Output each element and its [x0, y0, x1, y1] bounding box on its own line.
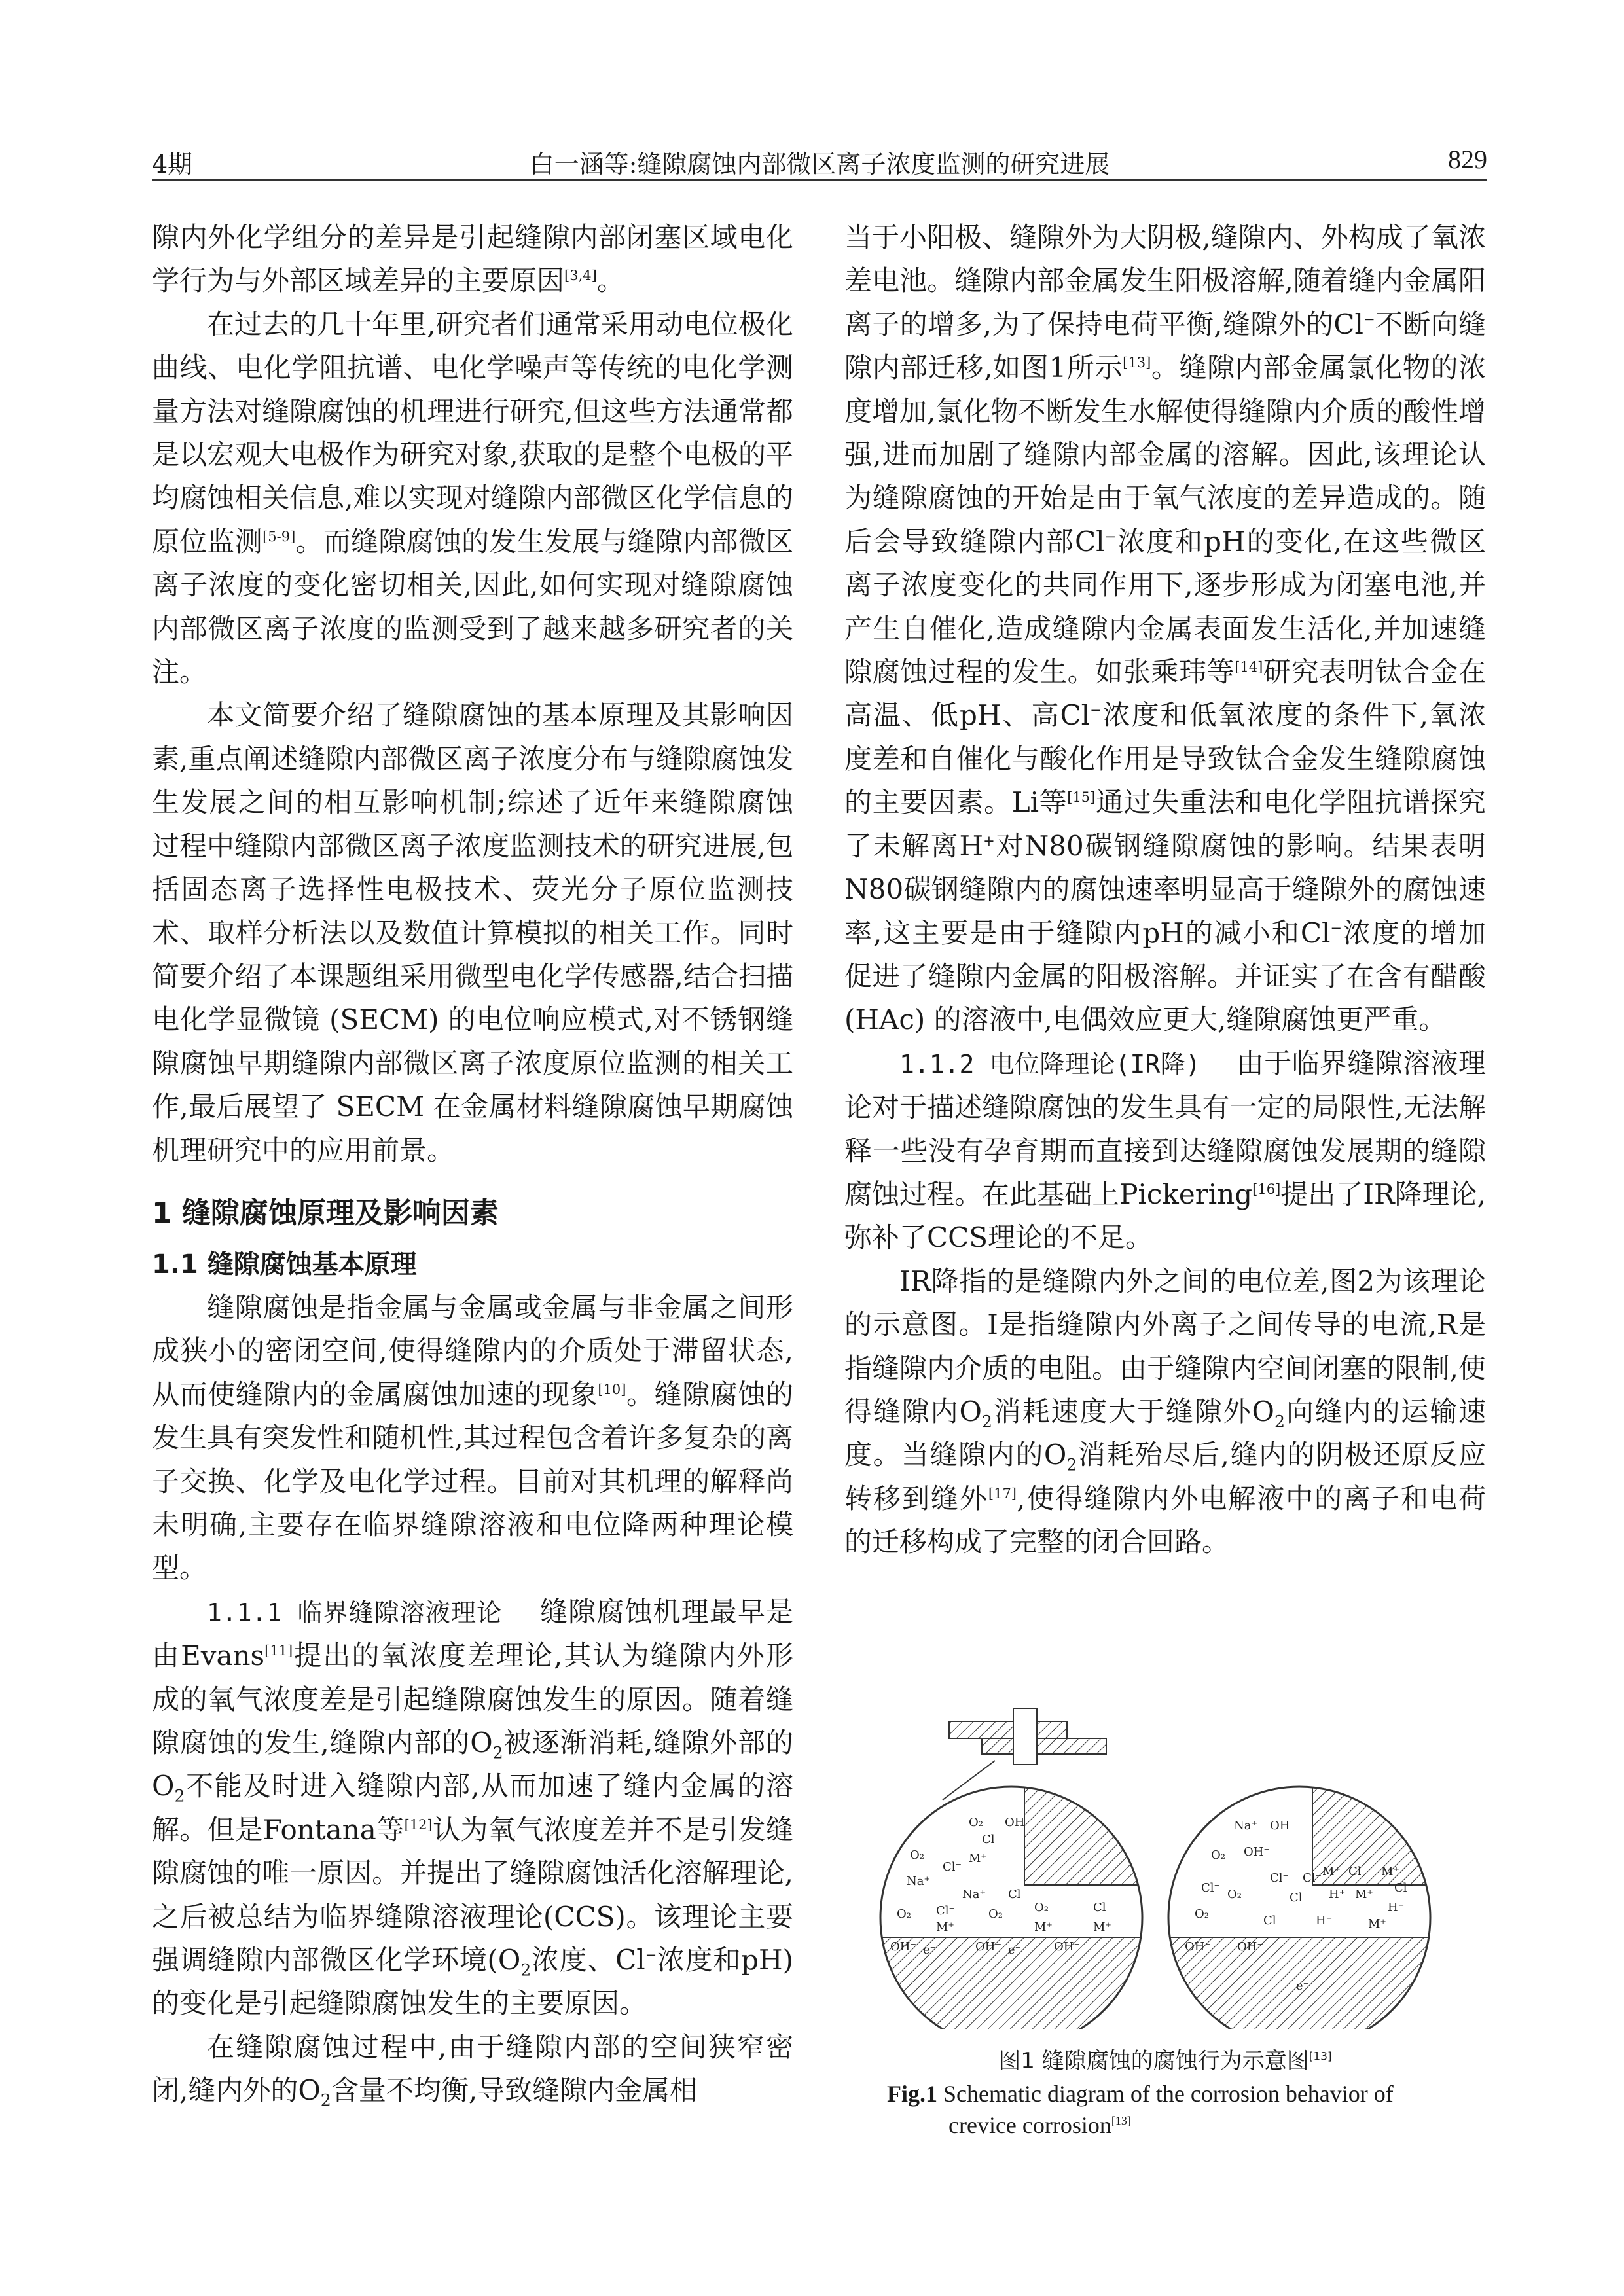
fig-label: O₂	[1195, 1907, 1209, 1921]
right-column	[844, 216, 1486, 1564]
left-column	[152, 216, 793, 2113]
fig-label: Cl⁻	[1303, 1871, 1322, 1885]
subsection-heading: 1.1 缝隙腐蚀基本原理	[152, 1249, 417, 1280]
right-zoom-circle	[1168, 1780, 1443, 2029]
paragraph: 在缝隙腐蚀过程中,由于缝隙内部的空间狭窄密闭,缝内外的$O_2$含量不均衡,导致缝隙内金属相	[152, 2030, 793, 2110]
fig-label: Cl⁻	[1201, 1881, 1221, 1895]
fig-label: OH⁻	[1244, 1845, 1270, 1859]
fig-label: OH⁻	[1054, 1940, 1080, 1954]
paragraph: 本文简要介绍了缝隙腐蚀的基本原理及其影响因素,重点阐述缝隙内部微区离子浓度分布与缝隙腐蚀发生发展之间的相互影响机制;综述了近年来缝隙腐蚀过程中缝隙内部微区离子浓度监测技术的研究进展,包括固态离子选择性电极技术、荧光分子原位监测技术、取样分析法以及数值计算模拟的相关工作。同时简要介绍了本课题组采用微型电化学传感器,结合扫描电化学显微镜 (SECM) 的电位响应模式,对不锈钢缝隙腐蚀早期缝隙内部微区离子浓度原位监测的相关工作,最后展望了 SECM 在金属材料缝隙腐蚀早期腐蚀机理研究中的应用前景。	[152, 699, 793, 1166]
subsubsection-heading: 1.1.2 电位降理论(IR降)	[899, 1049, 1200, 1079]
subsubsection-heading: 1.1.1 临界缝隙溶液理论	[207, 1598, 503, 1627]
fig-label: OH⁻	[1185, 1940, 1211, 1954]
fig-label: Cl⁻	[982, 1833, 1001, 1846]
paragraph: 缝隙腐蚀是指金属与金属或金属与非金属之间形成狭小的密闭空间,使得缝隙内的介质处于滞留状态,从而使缝隙内的金属腐蚀加速的现象[10]。缝隙腐蚀的发生具有突发性和随机性,其过程包含着许多复杂的离子交换、化学及电化学过程。目前对其机理的解释尚未明确,主要存在临界缝隙溶液和电位降两种理论模型。	[152, 1291, 793, 1585]
fig-label: Na⁺	[907, 1874, 930, 1888]
fig-label: e⁻	[1296, 1979, 1310, 1993]
fig-label: O₂	[1227, 1888, 1242, 1901]
issue-number: 4期	[152, 150, 193, 179]
fig-label: Cl⁻	[1008, 1888, 1028, 1901]
fig-label: Cl⁻	[1093, 1901, 1113, 1914]
fig-label: M⁺	[936, 1920, 954, 1934]
paragraph: 1.1.1 临界缝隙溶液理论 缝隙腐蚀机理最早是由Evans[11]提出的氧浓度差理论,其认为缝隙内外形成的氧气浓度差是引起缝隙腐蚀发生的原因。随着缝隙腐蚀的发生,缝隙内部的$O_2$被逐渐消耗,缝隙外部的$O_2$不能及时进入缝隙内部,从而加速了缝内金属的溶解。但是Fontana等[12]认为氧气浓度差并不是引发缝隙腐蚀的唯一原因。并提出了缝隙腐蚀活化溶解理论,之后被总结为临界缝隙溶液理论(CCS)。该理论主要强调缝隙内部微区化学环境($O_2$浓度、Cl−浓度和pH) 的变化是引起缝隙腐蚀发生的主要原因。	[152, 1595, 793, 2020]
fig-label: e⁻	[1008, 1943, 1022, 1957]
fig-label: M⁺	[1368, 1917, 1386, 1931]
section-heading: 1 缝隙腐蚀原理及影响因素	[152, 1196, 499, 1230]
paragraph: 在过去的几十年里,研究者们通常采用动电位极化曲线、电化学阻抗谱、电化学噪声等传统的电化学测量方法对缝隙腐蚀的机理进行研究,但这些方法通常都是以宏观大电极作为研究对象,获取的是整个电极的平均腐蚀相关信息,难以实现对缝隙内部微区化学信息的原位监测[5-9]。而缝隙腐蚀的发生发展与缝隙内部微区离子浓度的变化密切相关,因此,如何实现对缝隙腐蚀内部微区离子浓度的监测受到了越来越多研究者的关注。	[152, 308, 793, 689]
fig-label: O₂	[969, 1816, 983, 1829]
fig-label: Cl⁻	[1290, 1891, 1309, 1905]
fig-label: H⁺	[1388, 1901, 1405, 1914]
paragraph: IR降指的是缝隙内外之间的电位差,图2为该理论的示意图。I是指缝隙内外离子之间传导的电流,R是指缝隙内介质的电阻。由于缝隙内空间闭塞的限制,使得缝隙内$O_2$消耗速度大于缝隙外$O_2$向缝内的运输速度。当缝隙内的$O_2$消耗殆尽后,缝内的阴极还原反应转移到缝外[17],使得缝隙内外电解液中的离子和电荷的迁移构成了完整的闭合回路。	[844, 1265, 1486, 1558]
paragraph: 当于小阳极、缝隙外为大阴极,缝隙内、外构成了氧浓差电池。缝隙内部金属发生阳极溶解,随着缝内金属阳离子的增多,为了保持电荷平衡,缝隙外的Cl−不断向缝隙内部迁移,如图1所示[13]。缝隙内部金属氯化物的浓度增加,氯化物不断发生水解使得缝隙内介质的酸性增强,进而加剧了缝隙内部金属的溶解。因此,该理论认为缝隙腐蚀的开始是由于氧气浓度的差异造成的。随后会导致缝隙内部Cl−浓度和pH的变化,在这些微区离子浓度变化的共同作用下,逐步形成为闭塞电池,并产生自催化,造成缝隙内金属表面发生活化,并加速缝隙腐蚀过程的发生。如张乘玮等[14]研究表明钛合金在高温、低pH、高Cl−浓度和低氧浓度的条件下,氧浓度差和自催化与酸化作用是导致钛合金发生缝隙腐蚀的主要因素。Li等[15]通过失重法和电化学阻抗谱探究了未解离H+对N80碳钢缝隙腐蚀的影响。结果表明N80碳钢缝隙内的腐蚀速率明显高于缝隙外的腐蚀速率,这主要是由于缝隙内pH的减小和Cl−浓度的增加促进了缝隙内金属的阳极溶解。并证实了在含有醋酸 (HAc) 的溶液中,电偶效应更大,缝隙腐蚀更严重。	[844, 221, 1486, 1036]
fig-label: O₂	[1034, 1901, 1049, 1914]
fig-label: O₂	[1211, 1848, 1225, 1862]
page-number: 829	[1448, 145, 1487, 174]
fig-label: Cl⁻	[1270, 1871, 1290, 1885]
fig-label: O₂	[988, 1907, 1003, 1921]
fig-label: M⁺	[1034, 1920, 1053, 1934]
fig-label: Na⁺	[962, 1888, 986, 1901]
fig-label: H⁺	[1316, 1914, 1333, 1928]
fig-label: M⁺	[1322, 1865, 1341, 1878]
fig-label: Cl⁻	[936, 1904, 956, 1918]
running-header	[152, 140, 1487, 181]
figure-caption-zh: 图1 缝隙腐蚀的腐蚀行为示意图[13]	[998, 2048, 1332, 2074]
fig-label: O₂	[910, 1848, 924, 1862]
fig-label: M⁺	[1093, 1920, 1111, 1934]
fig-label: Cl⁻	[1394, 1881, 1414, 1895]
fig-label: Na⁺	[1234, 1819, 1257, 1833]
paragraph: 隙内外化学组分的差异是引起缝隙内部闭塞区域电化学行为与外部区域差异的主要原因[3,4]。	[152, 221, 793, 297]
fig-label: Cl⁻	[1348, 1865, 1368, 1878]
fig-label: OH⁻	[890, 1940, 916, 1954]
fig-label: OH⁻	[1270, 1819, 1296, 1833]
fig-label: O₂	[897, 1907, 911, 1921]
fig-label: OH⁻	[1237, 1940, 1263, 1954]
paragraph: 1.1.2 电位降理论(IR降) 由于临界缝隙溶液理论对于描述缝隙腐蚀的发生具有一定的局限性,无法解释一些没有孕育期而直接到达缝隙腐蚀发展期的缝隙腐蚀过程。在此基础上Pickering[16]提出了IR降理论,弥补了CCS理论的不足。	[844, 1047, 1486, 1254]
fig-label: OH⁻	[1005, 1816, 1031, 1829]
fig-label: M⁺	[1355, 1888, 1373, 1901]
fig-label: M⁺	[969, 1852, 987, 1865]
fig-label: Cl⁻	[943, 1860, 962, 1874]
left-zoom-circle	[880, 1780, 1155, 2029]
fig-label: OH⁻	[975, 1940, 1001, 1954]
running-title: 白一涵等:缝隙腐蚀内部微区离子浓度监测的研究进展	[529, 150, 1110, 179]
figure-caption-en: Fig.1 Schematic diagram of the corrosion behavior of crevice corrosion[13]	[887, 2081, 1394, 2138]
fig-label: Cl⁻	[1263, 1914, 1283, 1928]
fig-label: M⁺	[1381, 1865, 1399, 1878]
fig-label: e⁻	[923, 1943, 937, 1957]
crevice-assembly	[943, 1708, 1106, 1800]
crevice-corrosion-figure	[871, 1702, 1460, 2029]
fig-label: H⁺	[1329, 1888, 1346, 1901]
